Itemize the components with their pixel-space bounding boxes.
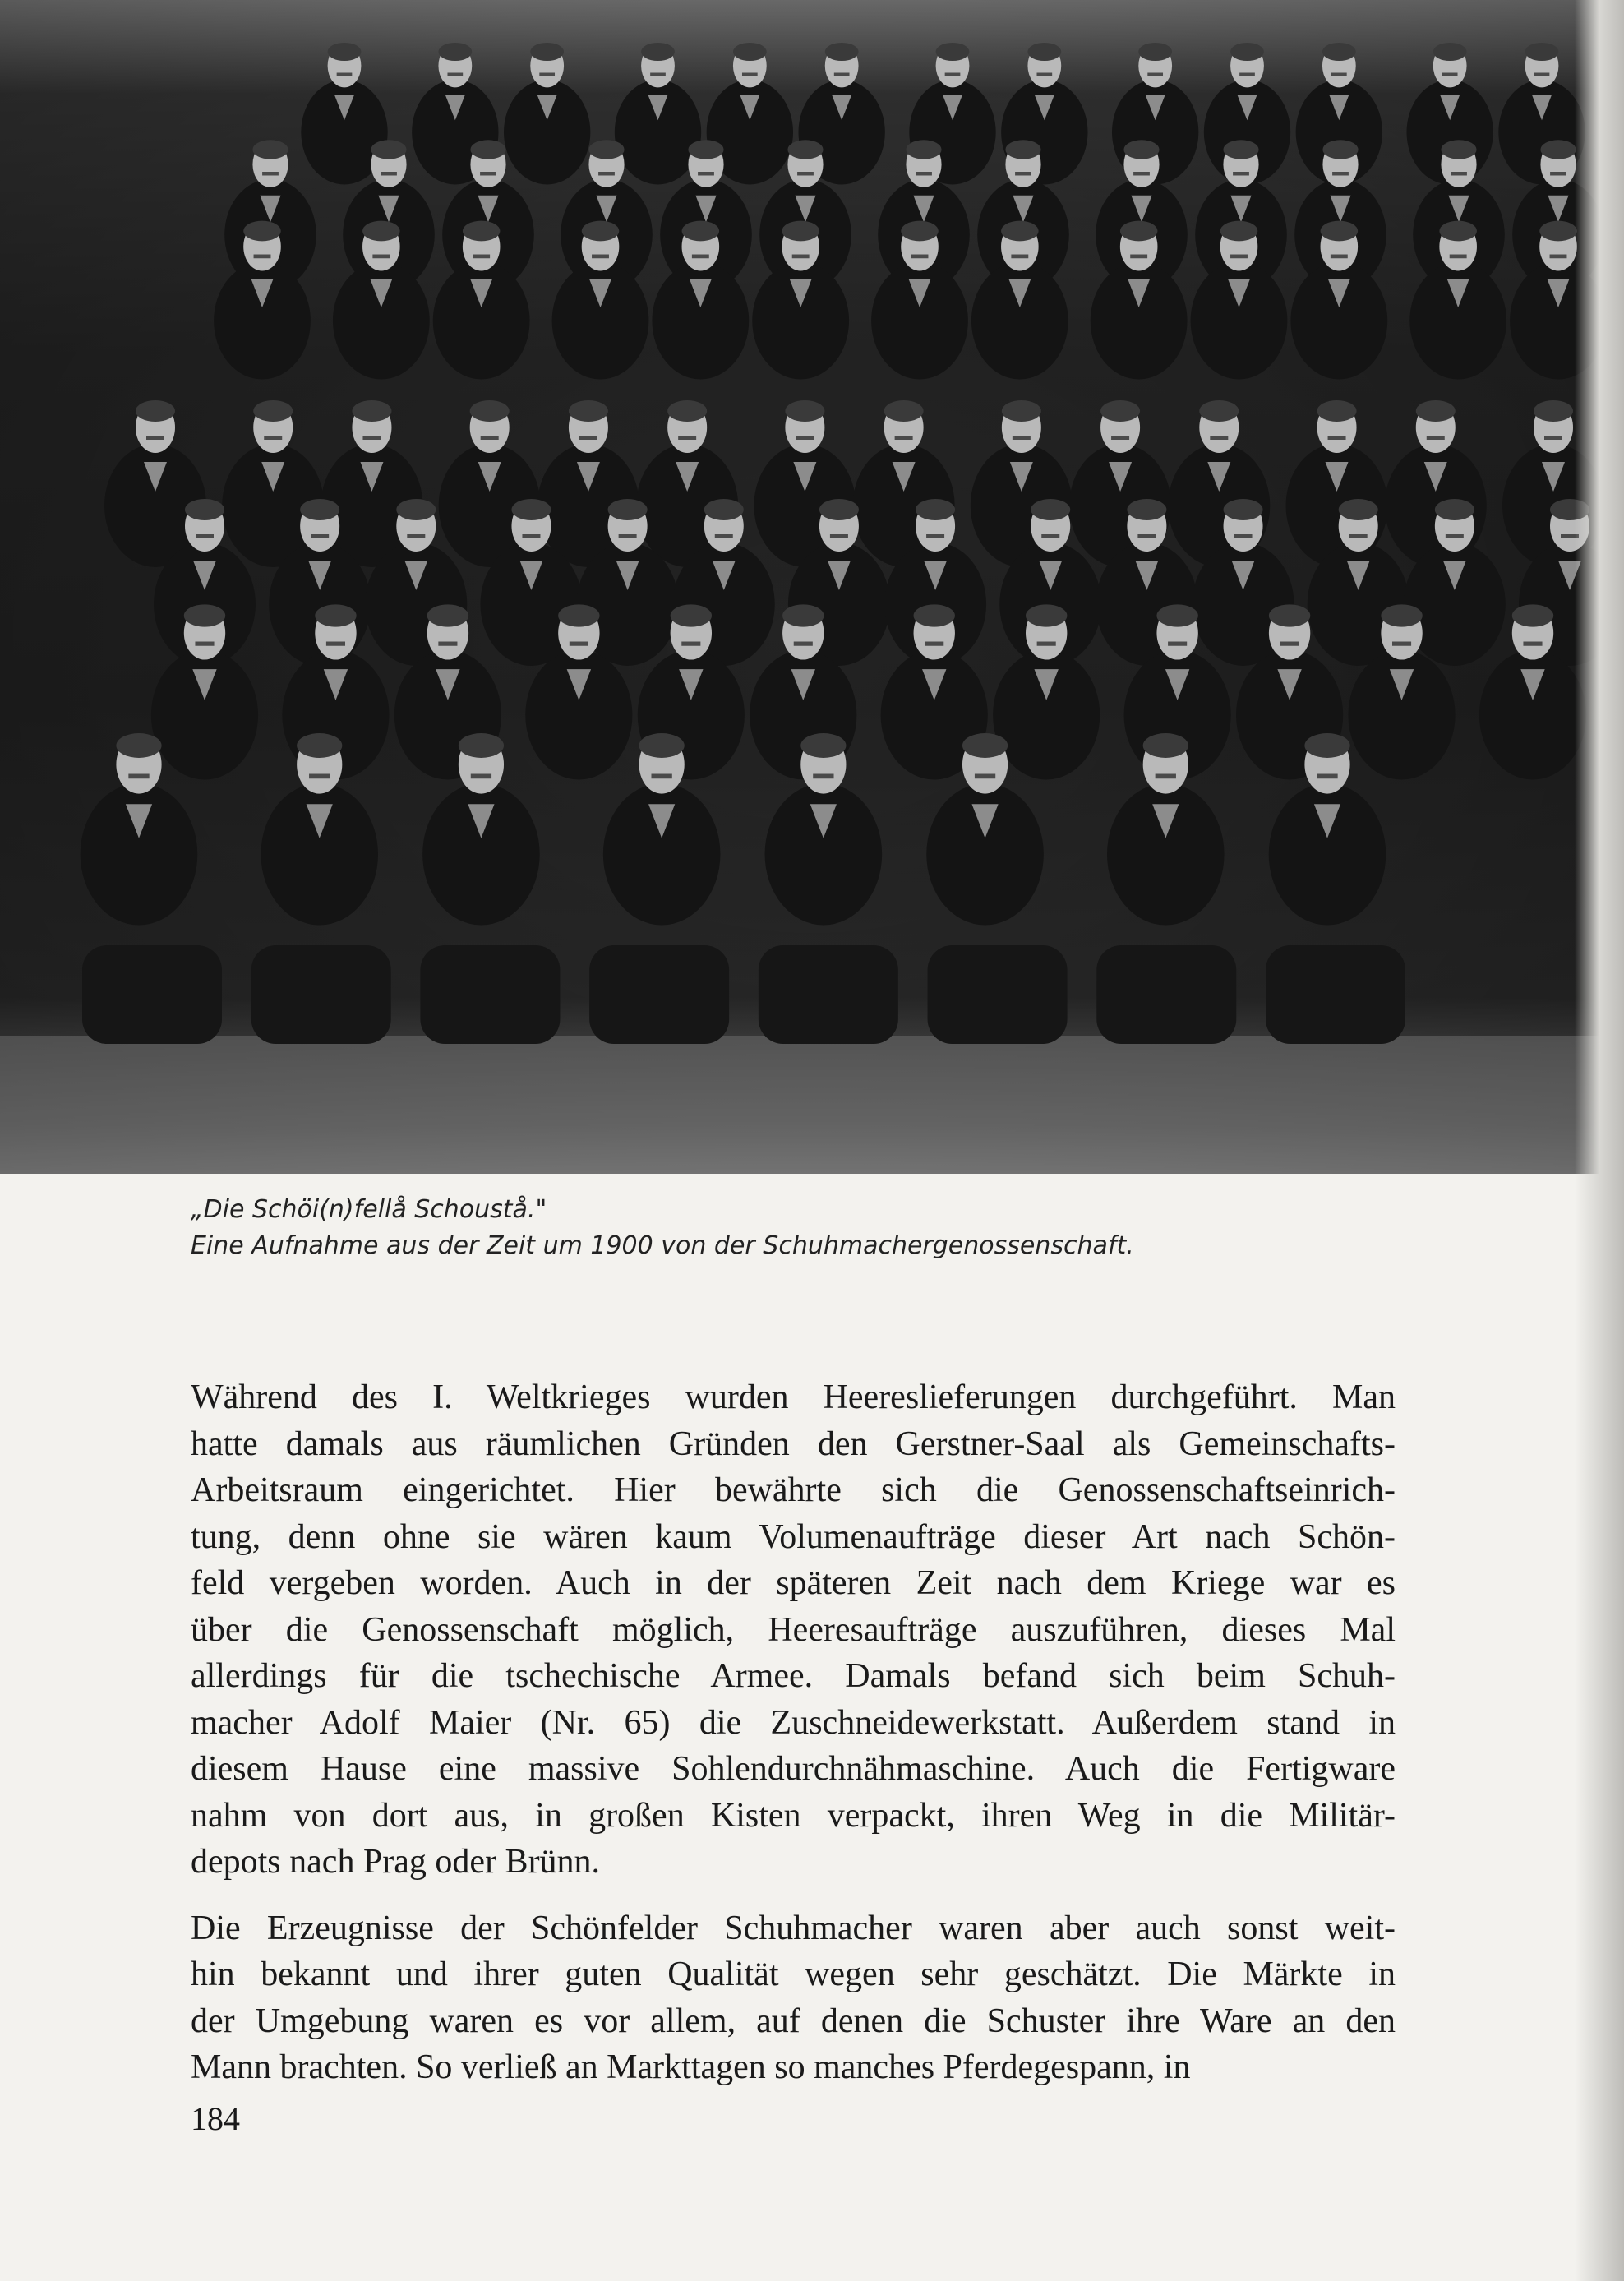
paragraph xyxy=(191,1374,1396,1886)
text-line: nahm von dort aus, in großen Kisten verpackt, ihren Weg in die Militär- xyxy=(191,1796,1396,1835)
text-line: Während des I. Weltkrieges wurden Heereslieferungen durchgeführt. Man xyxy=(191,1378,1396,1416)
page-gutter-shadow xyxy=(1575,0,1624,2281)
text-line: diesem Hause eine massive Sohlendurchnähmaschine. Auch die Fertigware xyxy=(191,1750,1396,1788)
seated-legs xyxy=(1096,945,1236,1044)
person-figure xyxy=(615,43,701,185)
text-line: feld vergeben worden. Auch in der späteren Zeit nach dem Kriege war es xyxy=(191,1564,1396,1602)
text-line: über die Genossenschaft möglich, Heeresaufträge auszuführen, dieses Mal xyxy=(191,1610,1396,1649)
person-figure xyxy=(1385,400,1487,567)
seated-legs xyxy=(589,945,729,1044)
text-line: Die Erzeugnisse der Schönfelder Schuhmacher waren aber auch sonst weit- xyxy=(191,1909,1396,1947)
text-line: der Umgebung waren es vor allem, auf denen die Schuster ihre Ware an den xyxy=(191,2002,1396,2040)
seated-legs xyxy=(420,945,560,1044)
person-figure xyxy=(504,43,590,185)
text-line: hin bekannt und ihrer guten Qualität wegen sehr geschätzt. Die Märkte in xyxy=(191,1955,1396,1993)
seated-legs xyxy=(759,945,898,1044)
text-line: depots nach Prag oder Brünn. xyxy=(191,1843,601,1881)
seated-legs xyxy=(928,945,1068,1044)
ground xyxy=(0,1036,1624,1174)
paragraph xyxy=(191,1905,1396,2091)
text-line: macher Adolf Maier (Nr. 65) die Zuschneidewerkstatt. Außerdem stand in xyxy=(191,1703,1396,1742)
caption-line-1: „Die Schöi(n)fellå Schoustå." xyxy=(191,1195,547,1224)
caption-line-2: Eine Aufnahme aus der Zeit um 1900 von der Schuhmachergenossenschaft. xyxy=(191,1231,1134,1260)
text-line: Mann brachten. So verließ an Markttagen so manches Pferdegespann, in xyxy=(191,2048,1191,2086)
text-line: allerdings für die tschechische Armee. Damals befand sich beim Schuh- xyxy=(191,1657,1396,1695)
seated-legs xyxy=(82,945,222,1044)
seated-legs xyxy=(251,945,391,1044)
page-number: 184 xyxy=(191,2100,240,2137)
photo-caption xyxy=(191,1192,1423,1264)
text-line: Arbeitsraum eingerichtet. Hier bewährte sich die Genossenschaftseinrich- xyxy=(191,1471,1396,1509)
seated-legs xyxy=(1266,945,1405,1044)
body-text xyxy=(191,1374,1396,2111)
text-line: hatte damals aus räumlichen Gründen den Gerstner-Saal als Gemeinschafts- xyxy=(191,1424,1396,1463)
text-line: tung, denn ohne sie wären kaum Volumenaufträge dieser Art nach Schön- xyxy=(191,1517,1396,1556)
